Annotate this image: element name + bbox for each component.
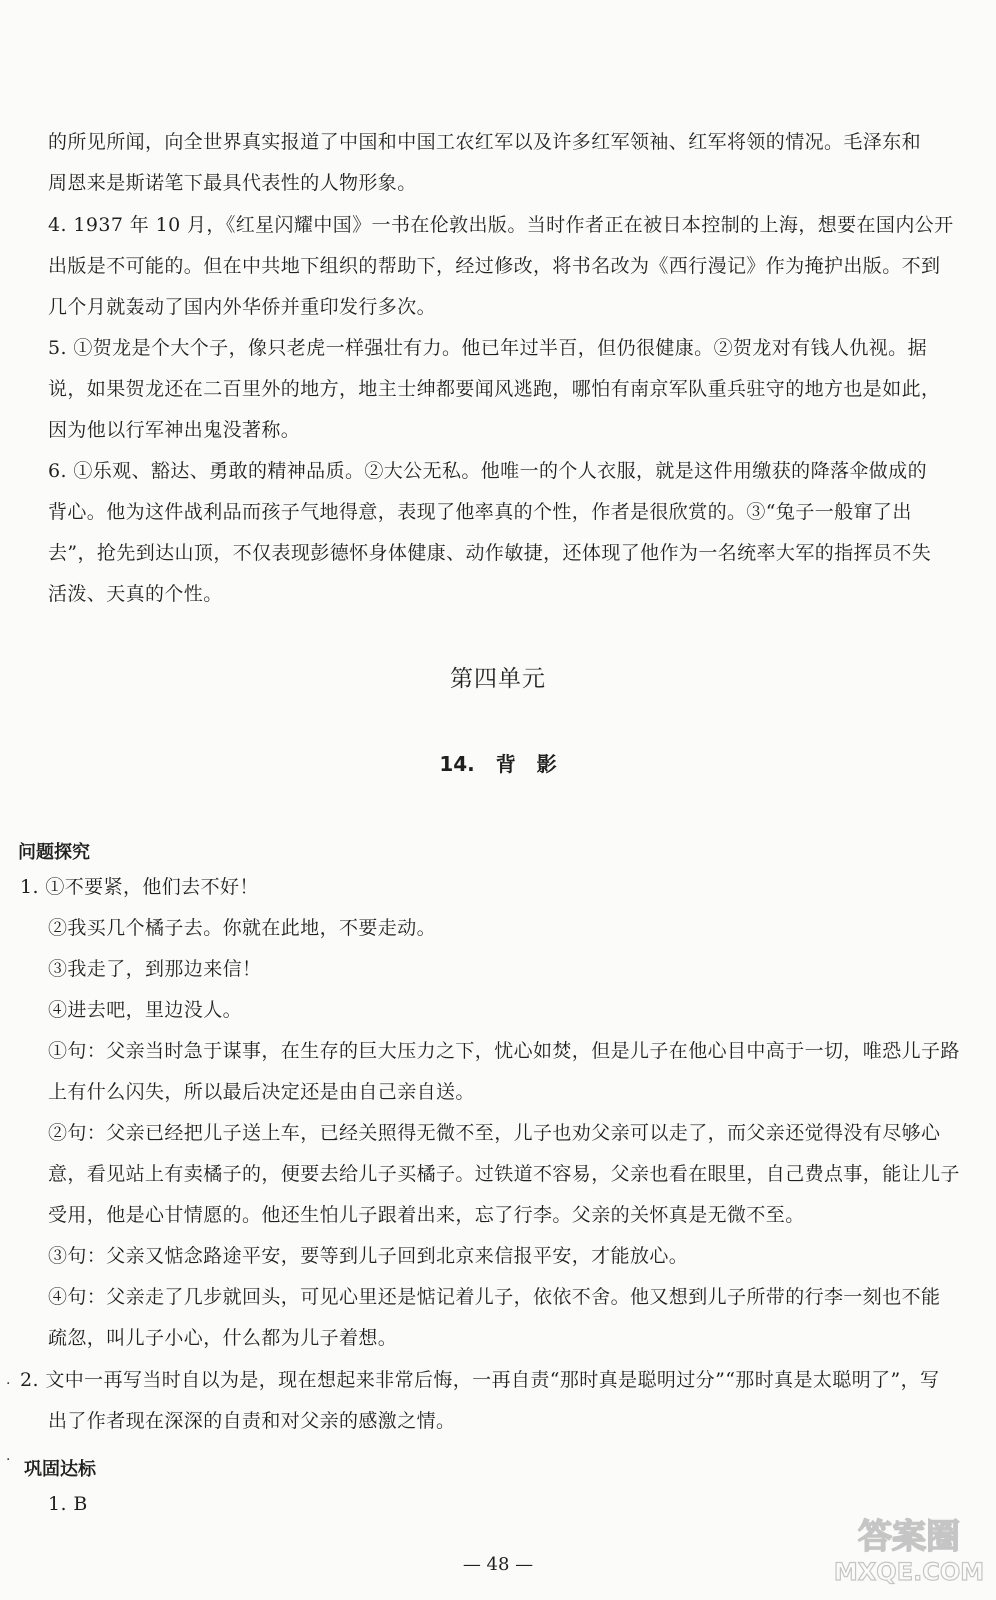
text-line: 5. ①贺龙是个大个子，像只老虎一样强壮有力。他已年过半百，但仍很健康。②贺龙对有钱人仇视。据 — [48, 337, 927, 359]
text-line: ②我买几个橘子去。你就在此地，不要走动。 — [48, 917, 437, 939]
answer-item-5 — [48, 328, 968, 451]
text-line: 受用，他是心甘情愿的。他还生怕儿子跟着出来，忘了行李。父亲的关怀真是无微不至。 — [48, 1204, 805, 1226]
answer-item-6 — [48, 451, 968, 615]
answer-item-4 — [48, 205, 968, 328]
text-line: 出版是不可能的。但在中共地下组织的帮助下，经过修改，将书名改为《西行漫记》作为掩护出版。不到 — [48, 255, 941, 277]
margin-dot: · — [6, 1452, 11, 1468]
text-line: 疏忽，叫儿子小心，什么都为儿子着想。 — [48, 1327, 398, 1349]
text-line: 出了作者现在深深的自责和对父亲的感激之情。 — [48, 1410, 456, 1432]
text-line: 6. ①乐观、豁达、勇敢的精神品质。②大公无私。他唯一的个人衣服，就是这件用缴获的降落伞做成的 — [48, 460, 927, 482]
text-line: 的所见所闻，向全世界真实报道了中国和中国工农红军以及许多红军领袖、红军将领的情况。毛泽东和 — [48, 131, 922, 153]
analysis-sentence-4 — [48, 1277, 968, 1359]
paragraph-continuation — [48, 122, 968, 204]
text-line: 几个月就轰动了国内外华侨并重印发行多次。 — [48, 296, 437, 318]
unit-title: 第四单元 — [450, 666, 546, 692]
analysis-sentence-1 — [48, 1031, 968, 1113]
consolidation-answer-1 — [48, 1484, 968, 1525]
watermark-title: 答案圈 — [858, 1517, 960, 1557]
text-line: 2. 文中一再写当时自以为是，现在想起来非常后悔，一再自责“那时真是聪明过分”“那时真是太聪明了”，写 — [20, 1369, 940, 1391]
page-number: — 48 — — [462, 1554, 534, 1575]
section-title-inquiry: 问题探究 — [18, 842, 90, 863]
text-line: ③句：父亲又惦念路途平安，要等到儿子回到北京来信报平安，才能放心。 — [48, 1245, 689, 1267]
text-line: 4. 1937 年 10 月，《红星闪耀中国》一书在伦敦出版。当时作者正在被日本控制的上海，想要在国内公开 — [48, 214, 954, 236]
section-title-consolidation: 巩固达标 — [24, 1459, 96, 1480]
text-line: 1. B — [48, 1493, 88, 1515]
text-line: 去”，抢先到达山顶，不仅表现彭德怀身体健康、动作敏捷，还体现了他作为一名统率大军的指挥员不失 — [48, 542, 932, 564]
watermark-logo — [834, 1510, 984, 1590]
text-line: 活泼、天真的个性。 — [48, 583, 223, 605]
text-line: ③我走了，到那边来信！ — [48, 958, 262, 980]
text-line: 说，如果贺龙还在二百里外的地方，地主士绅都要闻风逃跑，哪怕有南京军队重兵驻守的地方也是如此， — [48, 378, 941, 400]
text-line: 1. ①不要紧，他们去不好！ — [20, 876, 259, 898]
margin-dot: . — [6, 1372, 11, 1388]
text-line: 背心。他为这件战利品而孩子气地得意，表现了他率真的个性，作者是很欣赏的。③“兔子一般窜了出 — [48, 501, 912, 523]
text-line: ④进去吧，里边没人。 — [48, 999, 243, 1021]
text-line: 周恩来是斯诺笔下最具代表性的人物形象。 — [48, 172, 417, 194]
text-line: 上有什么闪失，所以最后决定还是由自己亲自送。 — [48, 1081, 475, 1103]
analysis-sentence-3 — [48, 1236, 968, 1277]
text-line: ④句：父亲走了几步就回头，可见心里还是惦记着儿子，依依不舍。他又想到儿子所带的行李一刻也不能 — [48, 1286, 941, 1308]
question-2-answer — [20, 1360, 975, 1442]
question-1-quotes — [20, 867, 970, 1031]
watermark-url: MXQE.COM — [834, 1558, 984, 1586]
text-line: ①句：父亲当时急于谋事，在生存的巨大压力之下，忧心如焚，但是儿子在他心目中高于一切，唯恐儿子路 — [48, 1040, 960, 1062]
text-line: ②句：父亲已经把儿子送上车，已经关照得无微不至，儿子也劝父亲可以走了，而父亲还觉得没有尽够心 — [48, 1122, 941, 1144]
text-line: 意，看见站上有卖橘子的，便要去给儿子买橘子。过铁道不容易，父亲也看在眼里，自己费点事，能让儿子 — [48, 1163, 960, 1185]
analysis-sentence-2 — [48, 1113, 968, 1236]
lesson-title: 14. 背 影 — [439, 752, 557, 776]
text-line: 因为他以行军神出鬼没著称。 — [48, 419, 301, 441]
